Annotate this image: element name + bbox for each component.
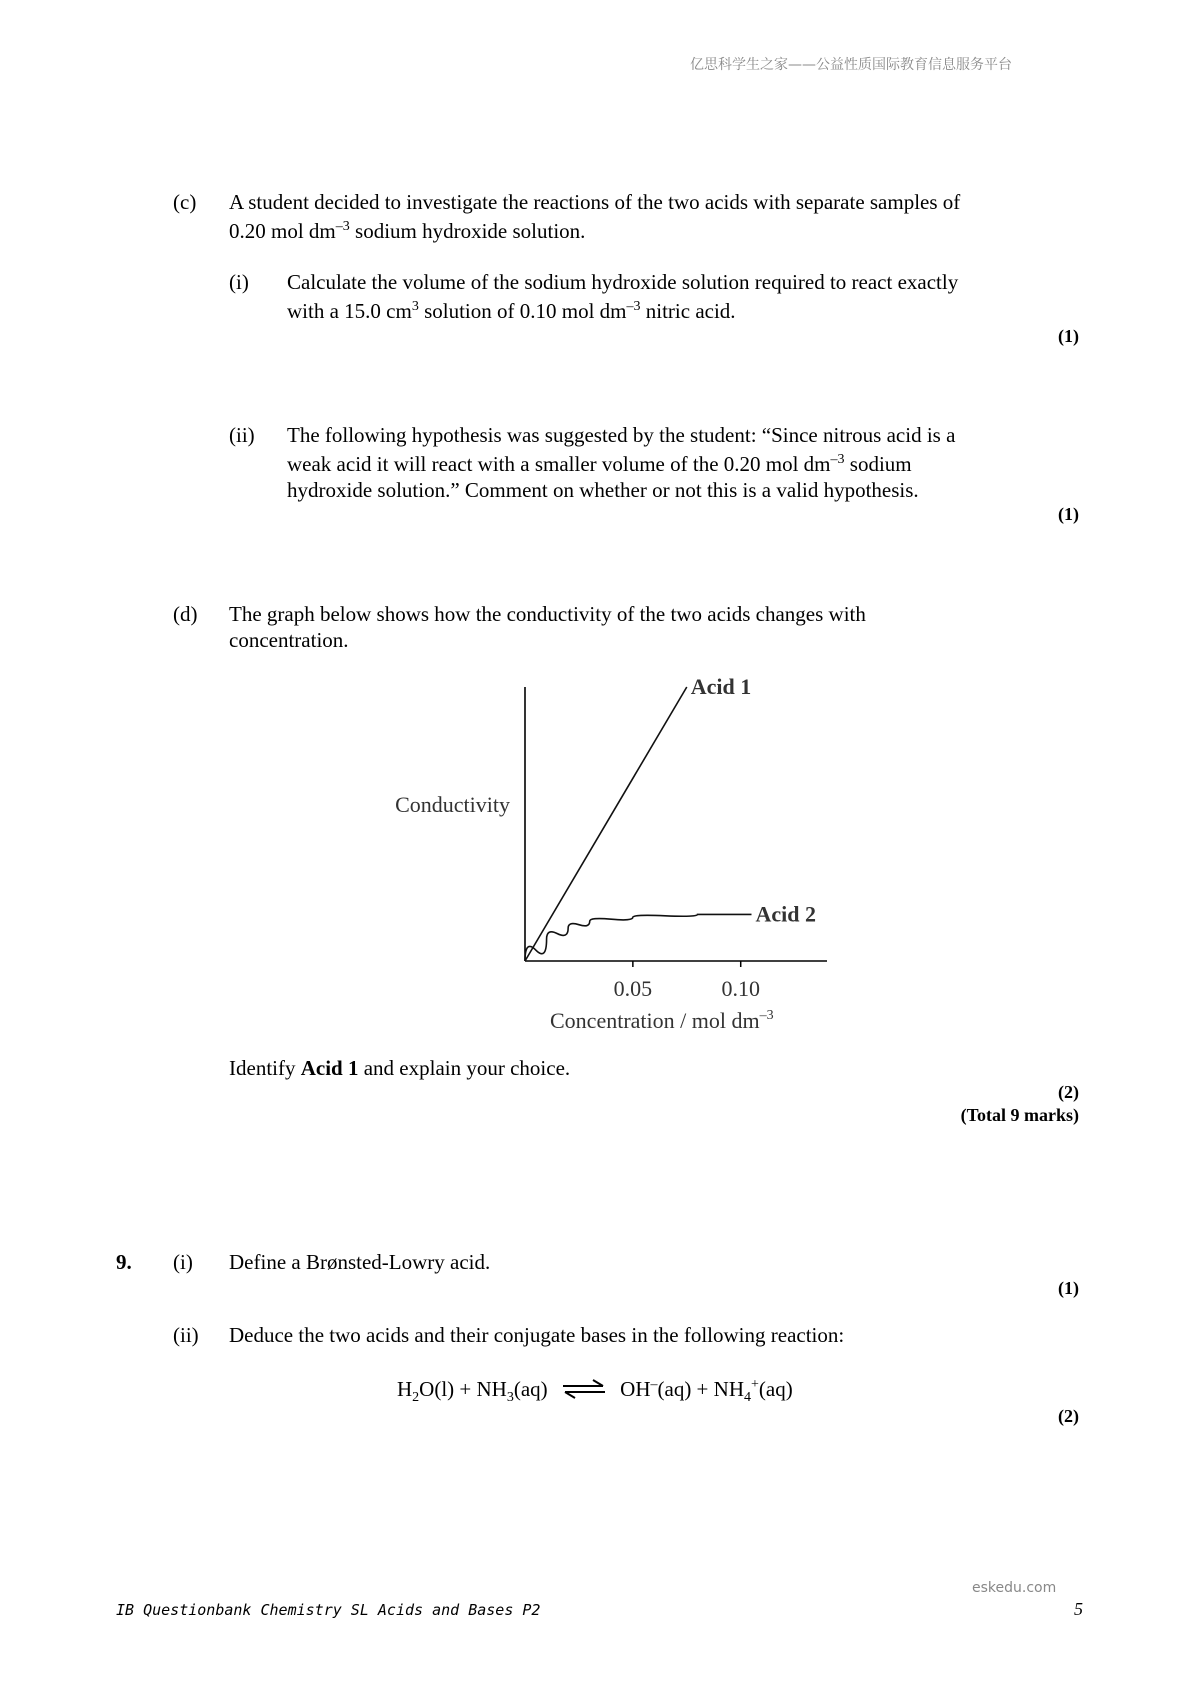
equilibrium-arrow-icon	[559, 1379, 609, 1399]
series-line-1	[525, 687, 687, 961]
q9-ii-text: Deduce the two acids and their conjugate bases in the following reaction:	[229, 1323, 845, 1347]
q9-i-label: (i)	[173, 1250, 193, 1274]
x-axis-label: Concentration / mol $dm^{-3}$	[550, 1008, 774, 1033]
q9-ii-marks: (2)	[1058, 1406, 1079, 1426]
footer-site: eskedu.com	[972, 1580, 1057, 1596]
part-d-line1: The graph below shows how the conductivity of the two acids changes with	[229, 602, 866, 626]
part-c-i-line1: Calculate the volume of the sodium hydroxide solution required to react exactly	[287, 270, 959, 294]
total-marks: (Total 9 marks)	[960, 1105, 1079, 1125]
x-tick-label: 0.05	[613, 976, 653, 1001]
y-axis-label: Conductivity	[395, 792, 510, 817]
part-c-ii-line1: The following hypothesis was suggested by the student: “Since nitrous acid is a	[287, 423, 956, 447]
series-label-1: Acid 1	[690, 674, 752, 699]
conductivity-graph	[360, 660, 840, 1040]
part-d-label: (d)	[173, 602, 198, 626]
header-watermark: 亿思科学生之家——公益性质国际教育信息服务平台	[690, 57, 1012, 73]
q9-ii-label: (ii)	[173, 1323, 199, 1347]
part-c-intro-line2: 0.20 mol $dm^{-3}$ sodium hydroxide solution.	[229, 219, 586, 243]
series-label-2: Acid 2	[755, 901, 816, 927]
part-c-ii-label: (ii)	[229, 423, 255, 447]
part-c-i-marks: (1)	[1058, 326, 1079, 346]
equation: $H_2O(l) + NH_3(aq) OH^-(aq) + NH_4^+(aq)$	[397, 1377, 793, 1405]
x-tick-label: 0.10	[721, 976, 760, 1001]
footer-title: IB Questionbank Chemistry SL Acids and Bases P2	[116, 1601, 541, 1619]
part-d-line2: concentration.	[229, 628, 349, 652]
series-line-2	[525, 914, 752, 961]
part-d-question: Identify Acid 1 and explain your choice.	[229, 1056, 571, 1080]
part-d-marks: (2)	[1058, 1082, 1079, 1102]
q9-i-marks: (1)	[1058, 1278, 1079, 1298]
part-c-i-line2: with a 15.0 $cm^3$ solution of 0.10 mol $dm^{-3}$ nitric acid.	[287, 299, 736, 323]
part-c-intro-line1: A student decided to investigate the reactions of the two acids with separate samples of	[229, 190, 961, 214]
page-number: 5	[1074, 1599, 1083, 1619]
part-c-i-label: (i)	[229, 270, 249, 294]
part-c-label: (c)	[173, 190, 197, 214]
part-c-ii-marks: (1)	[1058, 504, 1079, 524]
q9-number: 9.	[116, 1250, 132, 1274]
q9-i-text: Define a Brønsted-Lowry acid.	[229, 1250, 491, 1274]
part-c-ii-line2: weak acid it will react with a smaller volume of the 0.20 mol $dm^{-3}$ sodium	[287, 452, 912, 476]
part-c-ii-line3: hydroxide solution.” Comment on whether or not this is a valid hypothesis.	[287, 478, 919, 502]
